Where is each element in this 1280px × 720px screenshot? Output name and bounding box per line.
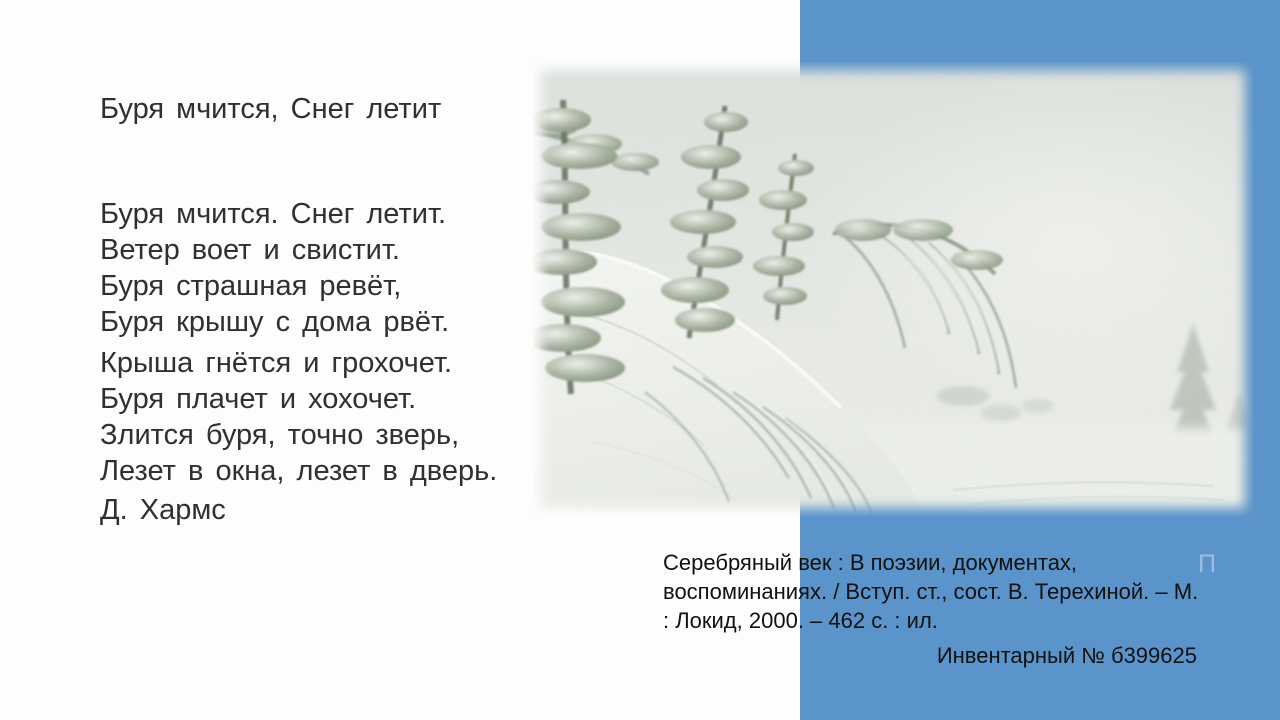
poem-line: Ветер воет и свистит. — [100, 234, 400, 266]
inventory-number: Инвентарный № б399625 — [936, 643, 1197, 668]
watermark-letter: П — [1198, 550, 1216, 578]
poem-line: Злится буря, точно зверь, — [100, 419, 460, 451]
poem-line: Лезет в окна, лезет в дверь. — [100, 455, 498, 487]
poem-author: Д. Хармс — [100, 494, 226, 526]
poem-block — [100, 196, 497, 528]
poem-stanza-2 — [100, 345, 497, 489]
poem-stanza-1 — [100, 196, 497, 340]
citation-line: воспоминаниях. / Вступ. ст., сост. В. Терехиной. – М. — [663, 579, 1199, 604]
poem-line: Буря страшная ревёт, — [100, 270, 402, 302]
citation-line: : Локид, 2000. – 462 с. : ил. — [663, 608, 938, 633]
slide-title: Буря мчится, Снег летит — [100, 93, 442, 125]
winter-storm-photo — [533, 62, 1253, 516]
poem-line: Крыша гнётся и грохочет. — [100, 347, 453, 379]
citation-line: Серебряный век : В поэзии, документах, — [663, 550, 1078, 575]
winter-photo-illustration — [533, 62, 1253, 516]
poem-line: Буря крышу с дома рвёт. — [100, 306, 450, 338]
poem-line: Буря плачет и хохочет. — [100, 383, 417, 415]
bibliographic-citation — [663, 548, 1263, 635]
poem-line: Буря мчится. Снег летит. — [100, 198, 447, 230]
